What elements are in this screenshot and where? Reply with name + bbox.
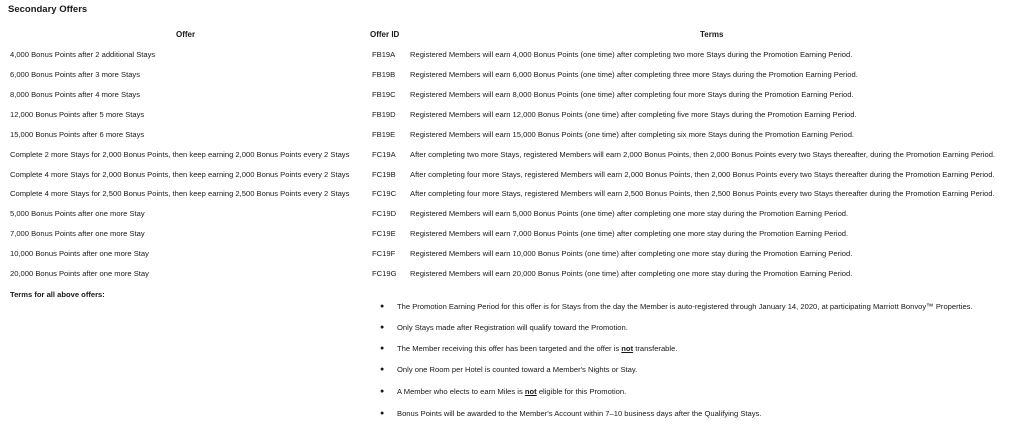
- table-row: [0, 111, 1024, 123]
- bullet-icon: ●: [380, 324, 385, 331]
- table-row: [0, 190, 1024, 202]
- terms-cell: After completing four more Stays, registered Members will earn 2,000 Bonus Points, then 2,000 Bonus Points every two Stays thereafter during the Promotion Earning Period.: [410, 170, 995, 179]
- offer-id-cell: FC19G: [372, 269, 397, 278]
- table-row: [0, 131, 1024, 143]
- offer-cell: 15,000 Bonus Points after 6 more Stays: [10, 130, 145, 139]
- offer-cell: Complete 2 more Stays for 2,000 Bonus Points, then keep earning 2,000 Bonus Points every 2 Stays: [10, 150, 350, 159]
- terms-cell: After completing two more Stays, registered Members will earn 2,000 Bonus Points, then 2,000 Bonus Points every two Stays thereafter, during the Promotion Earning Period.: [410, 150, 996, 159]
- bullet-icon: ●: [380, 303, 385, 310]
- text-segment: transferable.: [633, 344, 678, 353]
- terms-cell: Registered Members will earn 5,000 Bonus Points (one time) after completing one more stay during the Promotion Earning Period.: [410, 209, 849, 218]
- bullet-icon: ●: [380, 366, 385, 373]
- table-row: [0, 91, 1024, 103]
- table-row: [0, 270, 1024, 282]
- terms-cell: Registered Members will earn 7,000 Bonus Points (one time) after completing one more stay during the Promotion Earning Period.: [410, 229, 849, 238]
- offer-id-cell: FB19C: [372, 90, 396, 99]
- column-header-terms: Terms: [700, 30, 724, 39]
- offer-cell: 20,000 Bonus Points after one more Stay: [10, 269, 149, 278]
- terms-cell: Registered Members will earn 4,000 Bonus Points (one time) after completing two more Stays during the Promotion Earning Period.: [410, 50, 853, 59]
- offer-cell: 6,000 Bonus Points after 3 more Stays: [10, 70, 141, 79]
- column-header-offer: Offer: [176, 30, 196, 39]
- terms-cell: Registered Members will earn 10,000 Bonus Points (one time) after completing one more stay during the Promotion Earning Period.: [410, 249, 853, 258]
- text-segment: The Member receiving this offer has been targeted and the offer is: [397, 344, 622, 353]
- offer-cell: 7,000 Bonus Points after one more Stay: [10, 229, 145, 238]
- offer-id-cell: FC19A: [372, 150, 396, 159]
- table-row: [0, 230, 1024, 242]
- offer-cell: 12,000 Bonus Points after 5 more Stays: [10, 110, 145, 119]
- table-row: [0, 250, 1024, 262]
- terms-bullet-text: The Promotion Earning Period for this offer is for Stays from the day the Member is auto-registered through January 14, 2020, at participating Marriott Bonvoy™ Properties.: [397, 302, 973, 311]
- table-row: [0, 51, 1024, 63]
- page-title: Secondary Offers: [8, 4, 88, 15]
- terms-cell: Registered Members will earn 15,000 Bonus Points (one time) after completing six more Stays during the Promotion Earning Period.: [410, 130, 855, 139]
- general-terms-label: Terms for all above offers:: [10, 290, 105, 299]
- bullet-icon: ●: [380, 388, 385, 395]
- terms-bullet-text: Only Stays made after Registration will qualify toward the Promotion.: [397, 323, 628, 332]
- terms-cell: Registered Members will earn 8,000 Bonus Points (one time) after completing four more Stays during the Promotion Earning Period.: [410, 90, 854, 99]
- offer-cell: 8,000 Bonus Points after 4 more Stays: [10, 90, 141, 99]
- offer-cell: Complete 4 more Stays for 2,000 Bonus Points, then keep earning 2,000 Bonus Points every 2 Stays: [10, 170, 350, 179]
- text-segment: A Member who elects to earn Miles is: [397, 387, 525, 396]
- terms-bullet-text: [397, 388, 626, 396]
- offer-id-cell: FB19D: [372, 110, 396, 119]
- offer-id-cell: FB19E: [372, 130, 396, 139]
- terms-cell: After completing four more Stays, registered Members will earn 2,500 Bonus Points, then 2,500 Bonus Points every two Stays thereafter during the Promotion Earning Period.: [410, 189, 995, 198]
- terms-cell: Registered Members will earn 20,000 Bonus Points (one time) after completing one more stay during the Promotion Earning Period.: [410, 269, 853, 278]
- offer-id-cell: FC19D: [372, 209, 397, 218]
- bullet-icon: ●: [380, 410, 385, 417]
- offer-cell: 10,000 Bonus Points after one more Stay: [10, 249, 149, 258]
- column-header-offer-id: Offer ID: [370, 30, 400, 39]
- terms-bullet-text: Bonus Points will be awarded to the Member's Account within 7–10 business days after the Qualifying Stays.: [397, 409, 762, 418]
- bullet-icon: ●: [380, 345, 385, 352]
- table-row: [0, 71, 1024, 83]
- offer-cell: Complete 4 more Stays for 2,500 Bonus Points, then keep earning 2,500 Bonus Points every 2 Stays: [10, 189, 350, 198]
- offer-cell: 4,000 Bonus Points after 2 additional Stays: [10, 50, 156, 59]
- offer-id-cell: FB19B: [372, 70, 396, 79]
- offer-id-cell: FC19E: [372, 229, 396, 238]
- terms-bullet-text: [397, 345, 677, 353]
- table-row: [0, 210, 1024, 222]
- offer-id-cell: FC19B: [372, 170, 396, 179]
- table-row: [0, 151, 1024, 163]
- emphasis-not: not: [524, 387, 537, 396]
- text-segment: eligible for this Promotion.: [536, 387, 627, 396]
- table-row: [0, 171, 1024, 183]
- terms-cell: Registered Members will earn 6,000 Bonus Points (one time) after completing three more Stays during the Promotion Earning Period.: [410, 70, 858, 79]
- offer-id-cell: FC19F: [372, 249, 396, 258]
- offer-cell: 5,000 Bonus Points after one more Stay: [10, 209, 145, 218]
- offer-id-cell: FB19A: [372, 50, 396, 59]
- emphasis-not: not: [621, 344, 634, 353]
- offer-id-cell: FC19C: [372, 189, 397, 198]
- terms-cell: Registered Members will earn 12,000 Bonus Points (one time) after completing five more Stays during the Promotion Earning Period.: [410, 110, 857, 119]
- terms-bullet-text: Only one Room per Hotel is counted toward a Member's Nights or Stay.: [397, 365, 638, 374]
